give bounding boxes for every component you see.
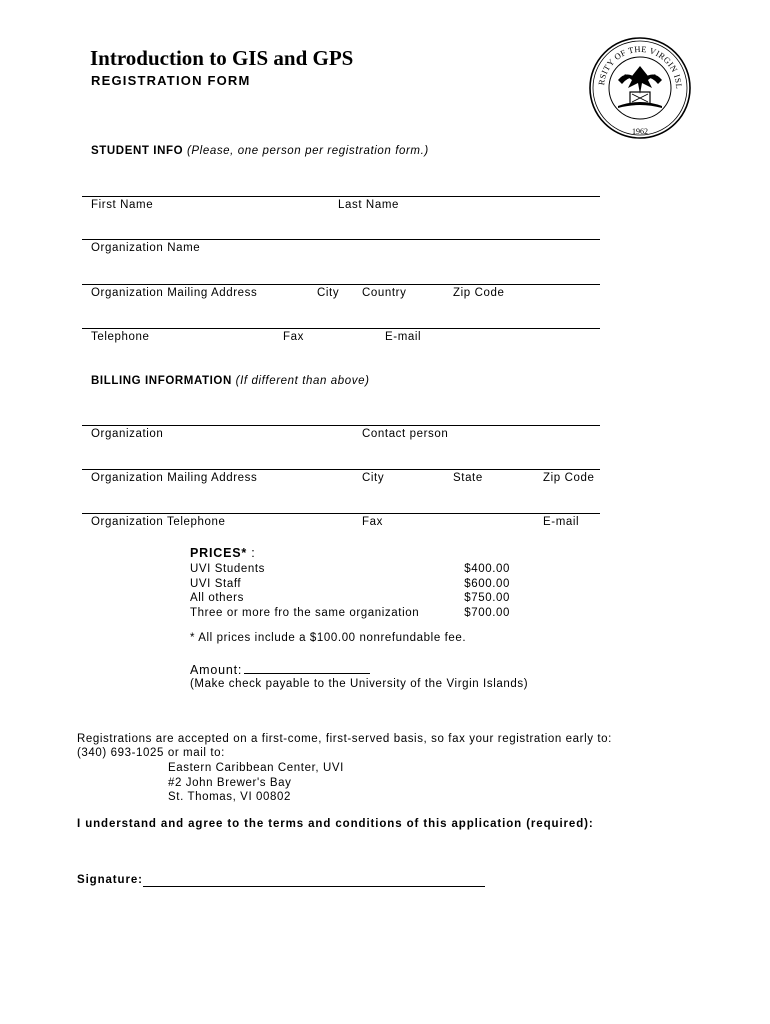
mailing-line-1: Registrations are accepted on a first-come, first-served basis, so fax your registration early to: <box>77 733 612 745</box>
signature-label: Signature: <box>77 874 143 886</box>
price-value: $400.00 <box>464 563 510 575</box>
price-label: UVI Students <box>190 563 265 575</box>
fax-field[interactable]: Fax <box>283 331 304 343</box>
price-table <box>190 562 510 620</box>
field-rule <box>82 196 600 197</box>
price-value: $600.00 <box>464 577 510 590</box>
amount-label: Amount: <box>190 663 243 677</box>
field-rule <box>82 328 600 329</box>
price-label: UVI Staff <box>190 577 242 590</box>
billing-info-heading-row <box>91 375 370 387</box>
billing-fax-field[interactable]: Fax <box>362 516 383 528</box>
signature-field[interactable] <box>143 886 485 887</box>
field-rule <box>82 513 600 514</box>
billing-city-field[interactable]: City <box>362 472 385 484</box>
student-info-heading-row <box>91 145 429 157</box>
seal-icon <box>588 36 692 140</box>
amount-note: (Make check payable to the University of the Virgin Islands) <box>190 678 529 690</box>
billing-telephone-field[interactable]: Organization Telephone <box>91 516 226 528</box>
agreement-text: I understand and agree to the terms and conditions of this application (required): <box>77 818 594 830</box>
price-value: $700.00 <box>464 606 510 619</box>
first-name-field[interactable]: First Name <box>91 199 154 211</box>
price-row <box>190 562 510 577</box>
last-name-field[interactable]: Last Name <box>338 199 400 211</box>
field-rule <box>82 239 600 240</box>
price-value: $750.00 <box>464 592 510 604</box>
price-row <box>190 591 510 606</box>
prices-heading-colon: : <box>251 546 256 560</box>
address-line: St. Thomas, VI 00802 <box>168 791 292 803</box>
university-seal <box>588 36 692 140</box>
address-line: Eastern Caribbean Center, UVI <box>168 762 344 774</box>
price-label: All others <box>190 592 244 604</box>
billing-organization-field[interactable]: Organization <box>91 428 164 440</box>
billing-state-field[interactable]: State <box>453 472 483 484</box>
billing-mailing-address-field[interactable]: Organization Mailing Address <box>91 472 258 484</box>
prices-heading-row <box>190 546 256 560</box>
document-subtitle: REGISTRATION FORM <box>91 73 251 88</box>
billing-email-field[interactable]: E-mail <box>543 516 580 528</box>
price-footnote: * All prices include a $100.00 nonrefundable fee. <box>190 632 467 644</box>
price-label: Three or more fro the same organization <box>190 606 420 619</box>
mailing-address-field[interactable]: Organization Mailing Address <box>91 287 258 299</box>
price-row <box>190 577 510 592</box>
mailing-address-block <box>168 761 344 805</box>
organization-name-field[interactable]: Organization Name <box>91 242 201 254</box>
student-info-note: (Please, one person per registration form.) <box>186 145 429 157</box>
prices-heading: PRICES* <box>190 546 248 560</box>
zip-code-field[interactable]: Zip Code <box>453 287 505 299</box>
seal-arc-text: RSITY OF THE VIRGIN ISL <box>596 43 685 90</box>
address-line: #2 John Brewer's Bay <box>168 776 292 789</box>
country-field[interactable]: Country <box>362 287 407 299</box>
amount-row <box>190 662 370 677</box>
email-field[interactable]: E-mail <box>385 331 422 343</box>
amount-field[interactable] <box>244 662 370 674</box>
price-row <box>190 606 510 621</box>
document-title: Introduction to GIS and GPS <box>90 46 354 70</box>
billing-info-heading: BILLING INFORMATION <box>91 375 232 387</box>
billing-zip-code-field[interactable]: Zip Code <box>543 472 595 484</box>
billing-info-note: (If different than above) <box>235 375 370 387</box>
student-info-heading: STUDENT INFO <box>91 145 184 157</box>
telephone-field[interactable]: Telephone <box>91 331 150 343</box>
billing-contact-person-field[interactable]: Contact person <box>362 428 449 440</box>
seal-year: 1962 <box>632 127 648 136</box>
mailing-line-2: (340) 693-1025 or mail to: <box>77 747 225 759</box>
field-rule <box>82 425 600 426</box>
field-rule <box>82 284 600 285</box>
field-rule <box>82 469 600 470</box>
city-field[interactable]: City <box>317 287 340 299</box>
